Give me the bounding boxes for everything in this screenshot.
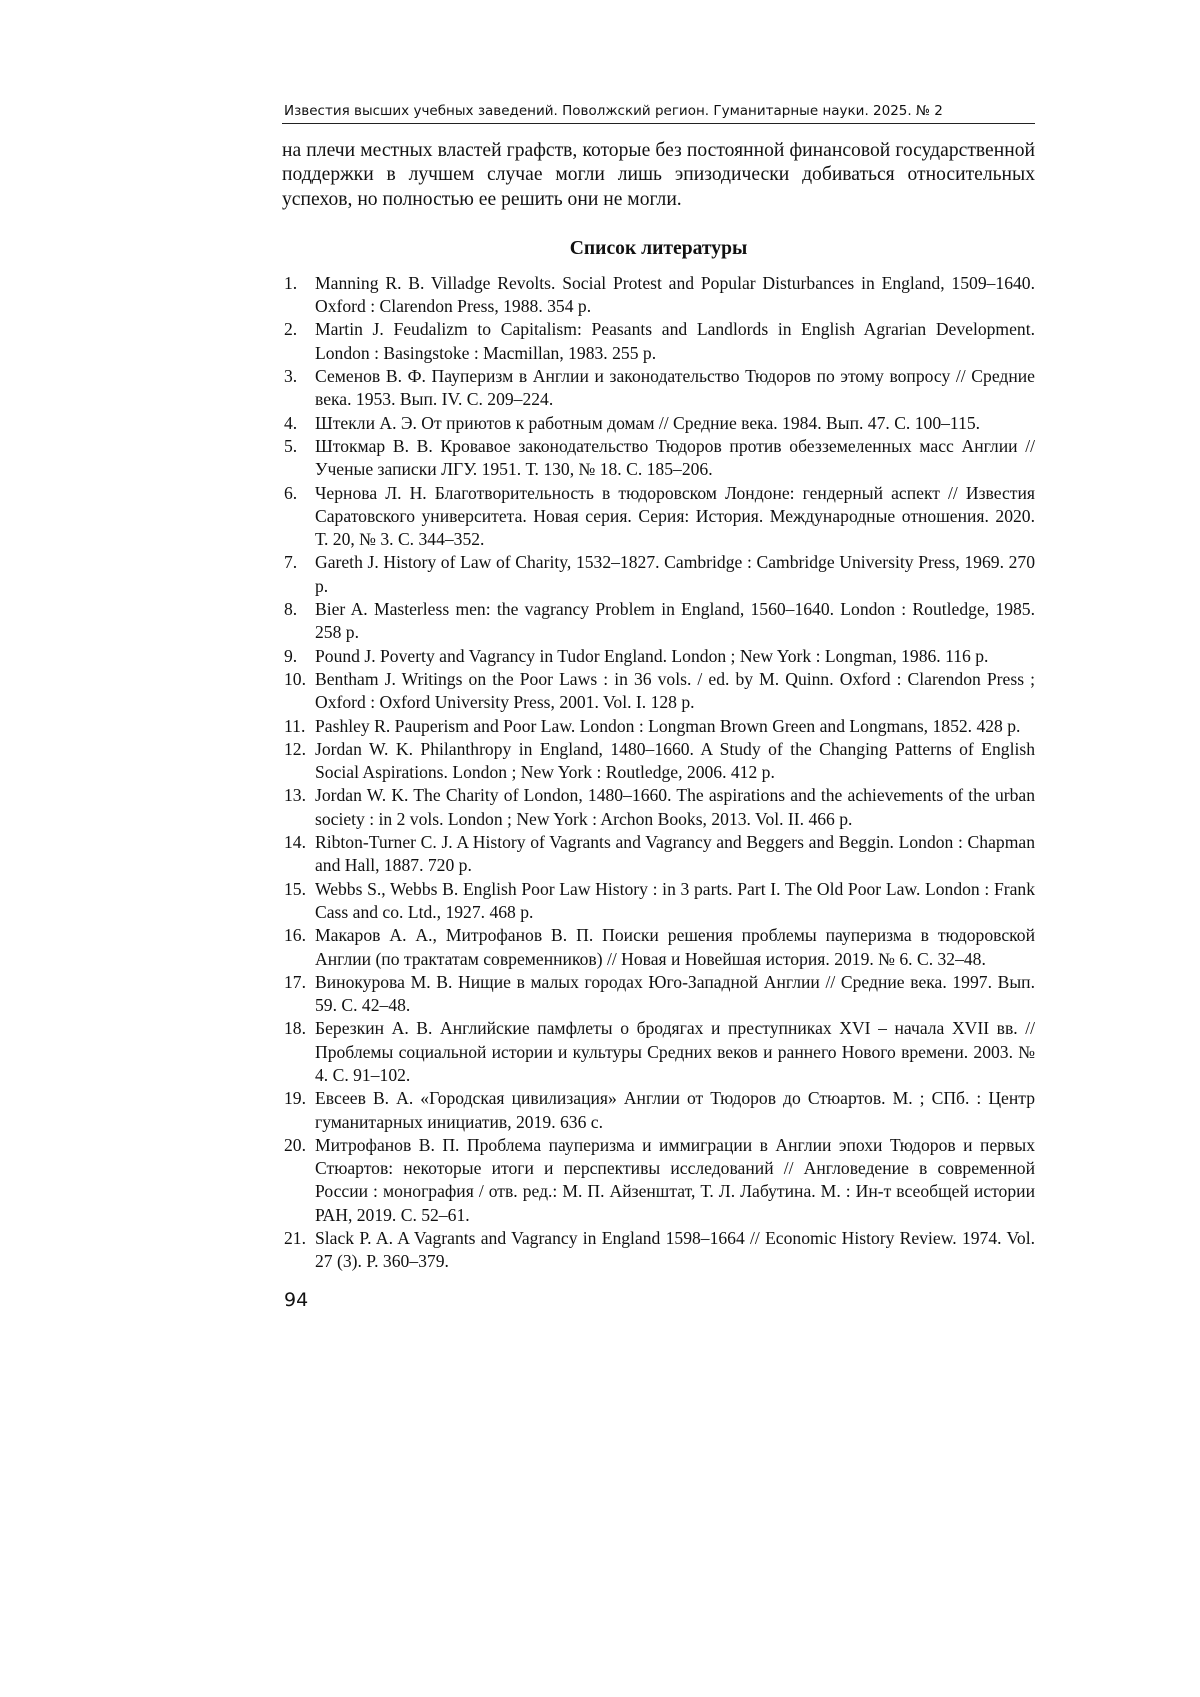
page-number: 94 [284,1288,309,1311]
reference-text: Gareth J. History of Law of Charity, 1532–1827. Cambridge : Cambridge University Press, 1969. 270 p. [315,552,1035,596]
reference-number: 11. [284,715,306,736]
reference-number: 4. [284,412,298,433]
reference-number: 10. [284,668,306,689]
reference-item [282,318,1035,365]
reference-text: Макаров А. А., Митрофанов В. П. Поиски решения проблемы пауперизма в тюдоровской Англии (по трактатам современников) // Новая и Новейшая история. 2019. № 6. С. 32–48. [315,925,1035,969]
reference-text: Jordan W. K. The Charity of London, 1480–1660. The aspirations and the achievements of the urban society : in 2 vols. London ; New York : Archon Books, 2013. Vol. II. 466 p. [315,785,1035,829]
reference-item [282,715,1035,738]
reference-text: Bentham J. Writings on the Poor Laws : in 36 vols. / ed. by M. Quinn. Oxford : Clarendon Press ; Oxford : Oxford University Press, 2001. Vol. I. 128 p. [315,668,1035,713]
reference-number: 15. [284,878,306,899]
reference-number: 3. [284,366,298,387]
reference-text: Штокмар В. В. Кровавое законодательство Тюдоров против обезземеленных масс Англии // Ученые записки ЛГУ. 1951. Т. 130, № 18. С. 185–206. [315,435,1035,480]
reference-text: Bier A. Masterless men: the vagrancy Problem in England, 1560–1640. London : Routledge, 1985. 258 p. [315,599,1035,643]
reference-item [282,1227,1035,1274]
reference-number: 1. [284,272,298,293]
reference-text: Manning R. B. Villadge Revolts. Social Protest and Popular Disturbances in England, 1509–1640. Oxford : Clarendon Press, 1988. 354 p. [315,272,1035,317]
intro-paragraph: на плечи местных властей графств, которые без постоянной финансовой государственной поддержки в лучшем случае могли лишь эпизодически добиваться относительных успехов, но полностью ее решить они не могли. [282,140,1035,210]
reference-item [282,365,1035,412]
reference-item [282,482,1035,552]
reference-text: Jordan W. K. Philanthropy in England, 1480–1660. A Study of the Changing Patterns of English Social Aspirations. London ; New York : Routledge, 2006. 412 p. [315,738,1035,783]
reference-item [282,645,1035,668]
reference-text: Винокурова М. В. Нищие в малых городах Юго-Западной Англии // Средние века. 1997. Вып. 59. С. 42–48. [315,971,1035,1016]
reference-number: 12. [284,738,306,759]
reference-text: Чернова Л. Н. Благотворительность в тюдоровском Лондоне: гендерный аспект // Известия Саратовского университета. Новая серия. Серия: История. Международные отношения. 2020. Т. 20, № 3. С. 344–352. [315,482,1035,550]
reference-item [282,272,1035,319]
header-rule [282,123,1035,124]
reference-item [282,1017,1035,1087]
reference-number: 9. [284,645,298,666]
reference-item [282,831,1035,878]
reference-text: Евсеев В. А. «Городская цивилизация» Англии от Тюдоров до Стюартов. М. ; СПб. : Центр гуманитарных инициатив, 2019. 636 с. [315,1088,1035,1132]
reference-item [282,784,1035,831]
reference-item [282,1134,1035,1227]
reference-text: Ribton-Turner C. J. A History of Vagrants and Vagrancy and Beggers and Beggin. London : Chapman and Hall, 1887. 720 p. [315,832,1035,876]
reference-number: 21. [284,1228,306,1249]
reference-item [282,435,1035,482]
reference-item [282,412,1035,435]
reference-item [282,598,1035,645]
reference-number: 7. [284,552,298,573]
reference-number: 14. [284,832,306,853]
reference-item [282,668,1035,715]
reference-text: Pound J. Poverty and Vagrancy in Tudor England. London ; New York : Longman, 1986. 116 p. [315,645,989,666]
reference-text: Webbs S., Webbs B. English Poor Law History : in 3 parts. Part I. The Old Poor Law. London : Frank Cass and co. Ltd., 1927. 468 p. [315,878,1035,922]
reference-text: Штекли А. Э. От приютов к работным домам // Средние века. 1984. Вып. 47. С. 100–115. [315,412,981,433]
reference-number: 13. [284,785,306,806]
reference-list [282,272,1035,1274]
reference-item [282,738,1035,785]
reference-item [282,878,1035,925]
reference-number: 19. [284,1088,306,1109]
reference-text: Березкин А. В. Английские памфлеты о бродягах и преступниках XVI – начала XVII вв. // Проблемы социальной истории и культуры Средних веков и раннего Нового времени. 2003. № 4. С. 91–102. [315,1018,1035,1085]
reference-text: Семенов В. Ф. Пауперизм в Англии и законодательство Тюдоров по этому вопросу // Средние века. 1953. Вып. IV. С. 209–224. [315,366,1035,410]
running-head: Известия высших учебных заведений. Поволжский регион. Гуманитарные науки. 2025. № 2 [284,103,943,119]
reference-text: Slack P. A. A Vagrants and Vagrancy in England 1598–1664 // Economic History Review. 1974. Vol. 27 (3). P. 360–379. [315,1228,1035,1272]
reference-number: 5. [284,435,298,456]
references-title: Список литературы [569,237,748,259]
reference-number: 17. [284,971,306,992]
journal-page [282,100,1035,1312]
reference-text: Митрофанов В. П. Проблема пауперизма и иммиграции в Англии эпохи Тюдоров и первых Стюартов: некоторые итоги и перспективы исследований // Англоведение в современной России : монография / отв. ред.: М. П. Айзенштат, Т. Л. Лабутина. М. : Ин-т всеобщей истории РАН, 2019. С. 52–61. [315,1134,1035,1225]
reference-item [282,971,1035,1018]
reference-number: 6. [284,482,298,503]
reference-number: 20. [284,1134,306,1155]
reference-text: Martin J. Feudalizm to Capitalism: Peasants and Landlords in English Agrarian Development. London : Basingstoke : Macmillan, 1983. 255 p. [315,319,1035,363]
reference-text: Pashley R. Pauperism and Poor Law. London : Longman Brown Green and Longmans, 1852. 428 p. [315,715,1021,736]
reference-item [282,551,1035,598]
reference-number: 8. [284,599,298,620]
reference-item [282,924,1035,971]
reference-number: 16. [284,925,306,946]
reference-number: 18. [284,1018,306,1039]
reference-item [282,1087,1035,1134]
reference-number: 2. [284,319,298,340]
